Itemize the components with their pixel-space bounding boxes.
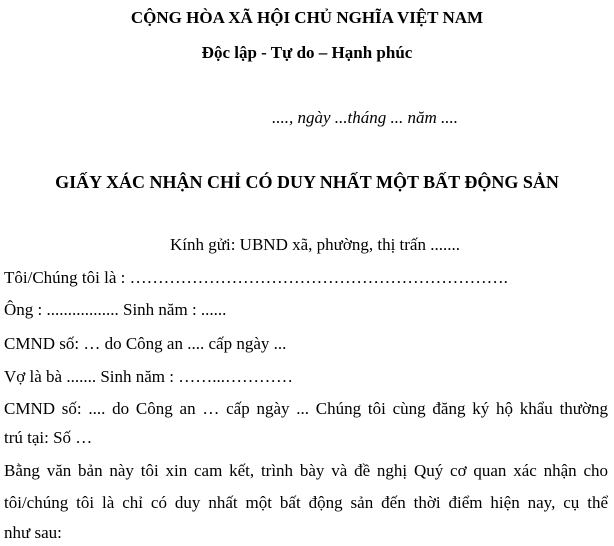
motto: Độc lập - Tự do – Hạnh phúc xyxy=(201,43,413,62)
body-line-request-3: như sau: xyxy=(4,523,62,542)
body-line-husband-id: CMND số: … do Công an .... cấp ngày ... xyxy=(4,334,287,353)
body-line-wife-id: CMND số: .... do Công an … cấp ngày ... Chúng tôi cùng đăng ký hộ khẩu thường xyxy=(4,399,608,418)
body-line-husband: Ông : ................. Sinh năm : ...... xyxy=(4,300,227,319)
body-line-request-2: tôi/chúng tôi là chỉ có duy nhất một bất động sản đến thời điểm hiện nay, cụ thể xyxy=(4,493,608,512)
body-line-wife: Vợ là bà ....... Sinh năm : ……...………… xyxy=(4,367,293,386)
date-line: ...., ngày ...tháng ... năm .... xyxy=(272,108,459,127)
recipient-line: Kính gửi: UBND xã, phường, thị trấn ....... xyxy=(170,235,460,254)
country-heading: CỘNG HÒA XÃ HỘI CHỦ NGHĨA VIỆT NAM xyxy=(130,8,484,27)
document-title: GIẤY XÁC NHẬN CHỈ CÓ DUY NHẤT MỘT BẤT ĐỘNG SẢN xyxy=(55,172,559,192)
body-line-request-1: Bằng văn bản này tôi xin cam kết, trình bày và đề nghị Quý cơ quan xác nhận cho xyxy=(4,461,608,480)
body-line-name: Tôi/Chúng tôi là : …………………………………………………………. xyxy=(4,268,508,287)
body-line-residence: trú tại: Số … xyxy=(4,428,93,447)
